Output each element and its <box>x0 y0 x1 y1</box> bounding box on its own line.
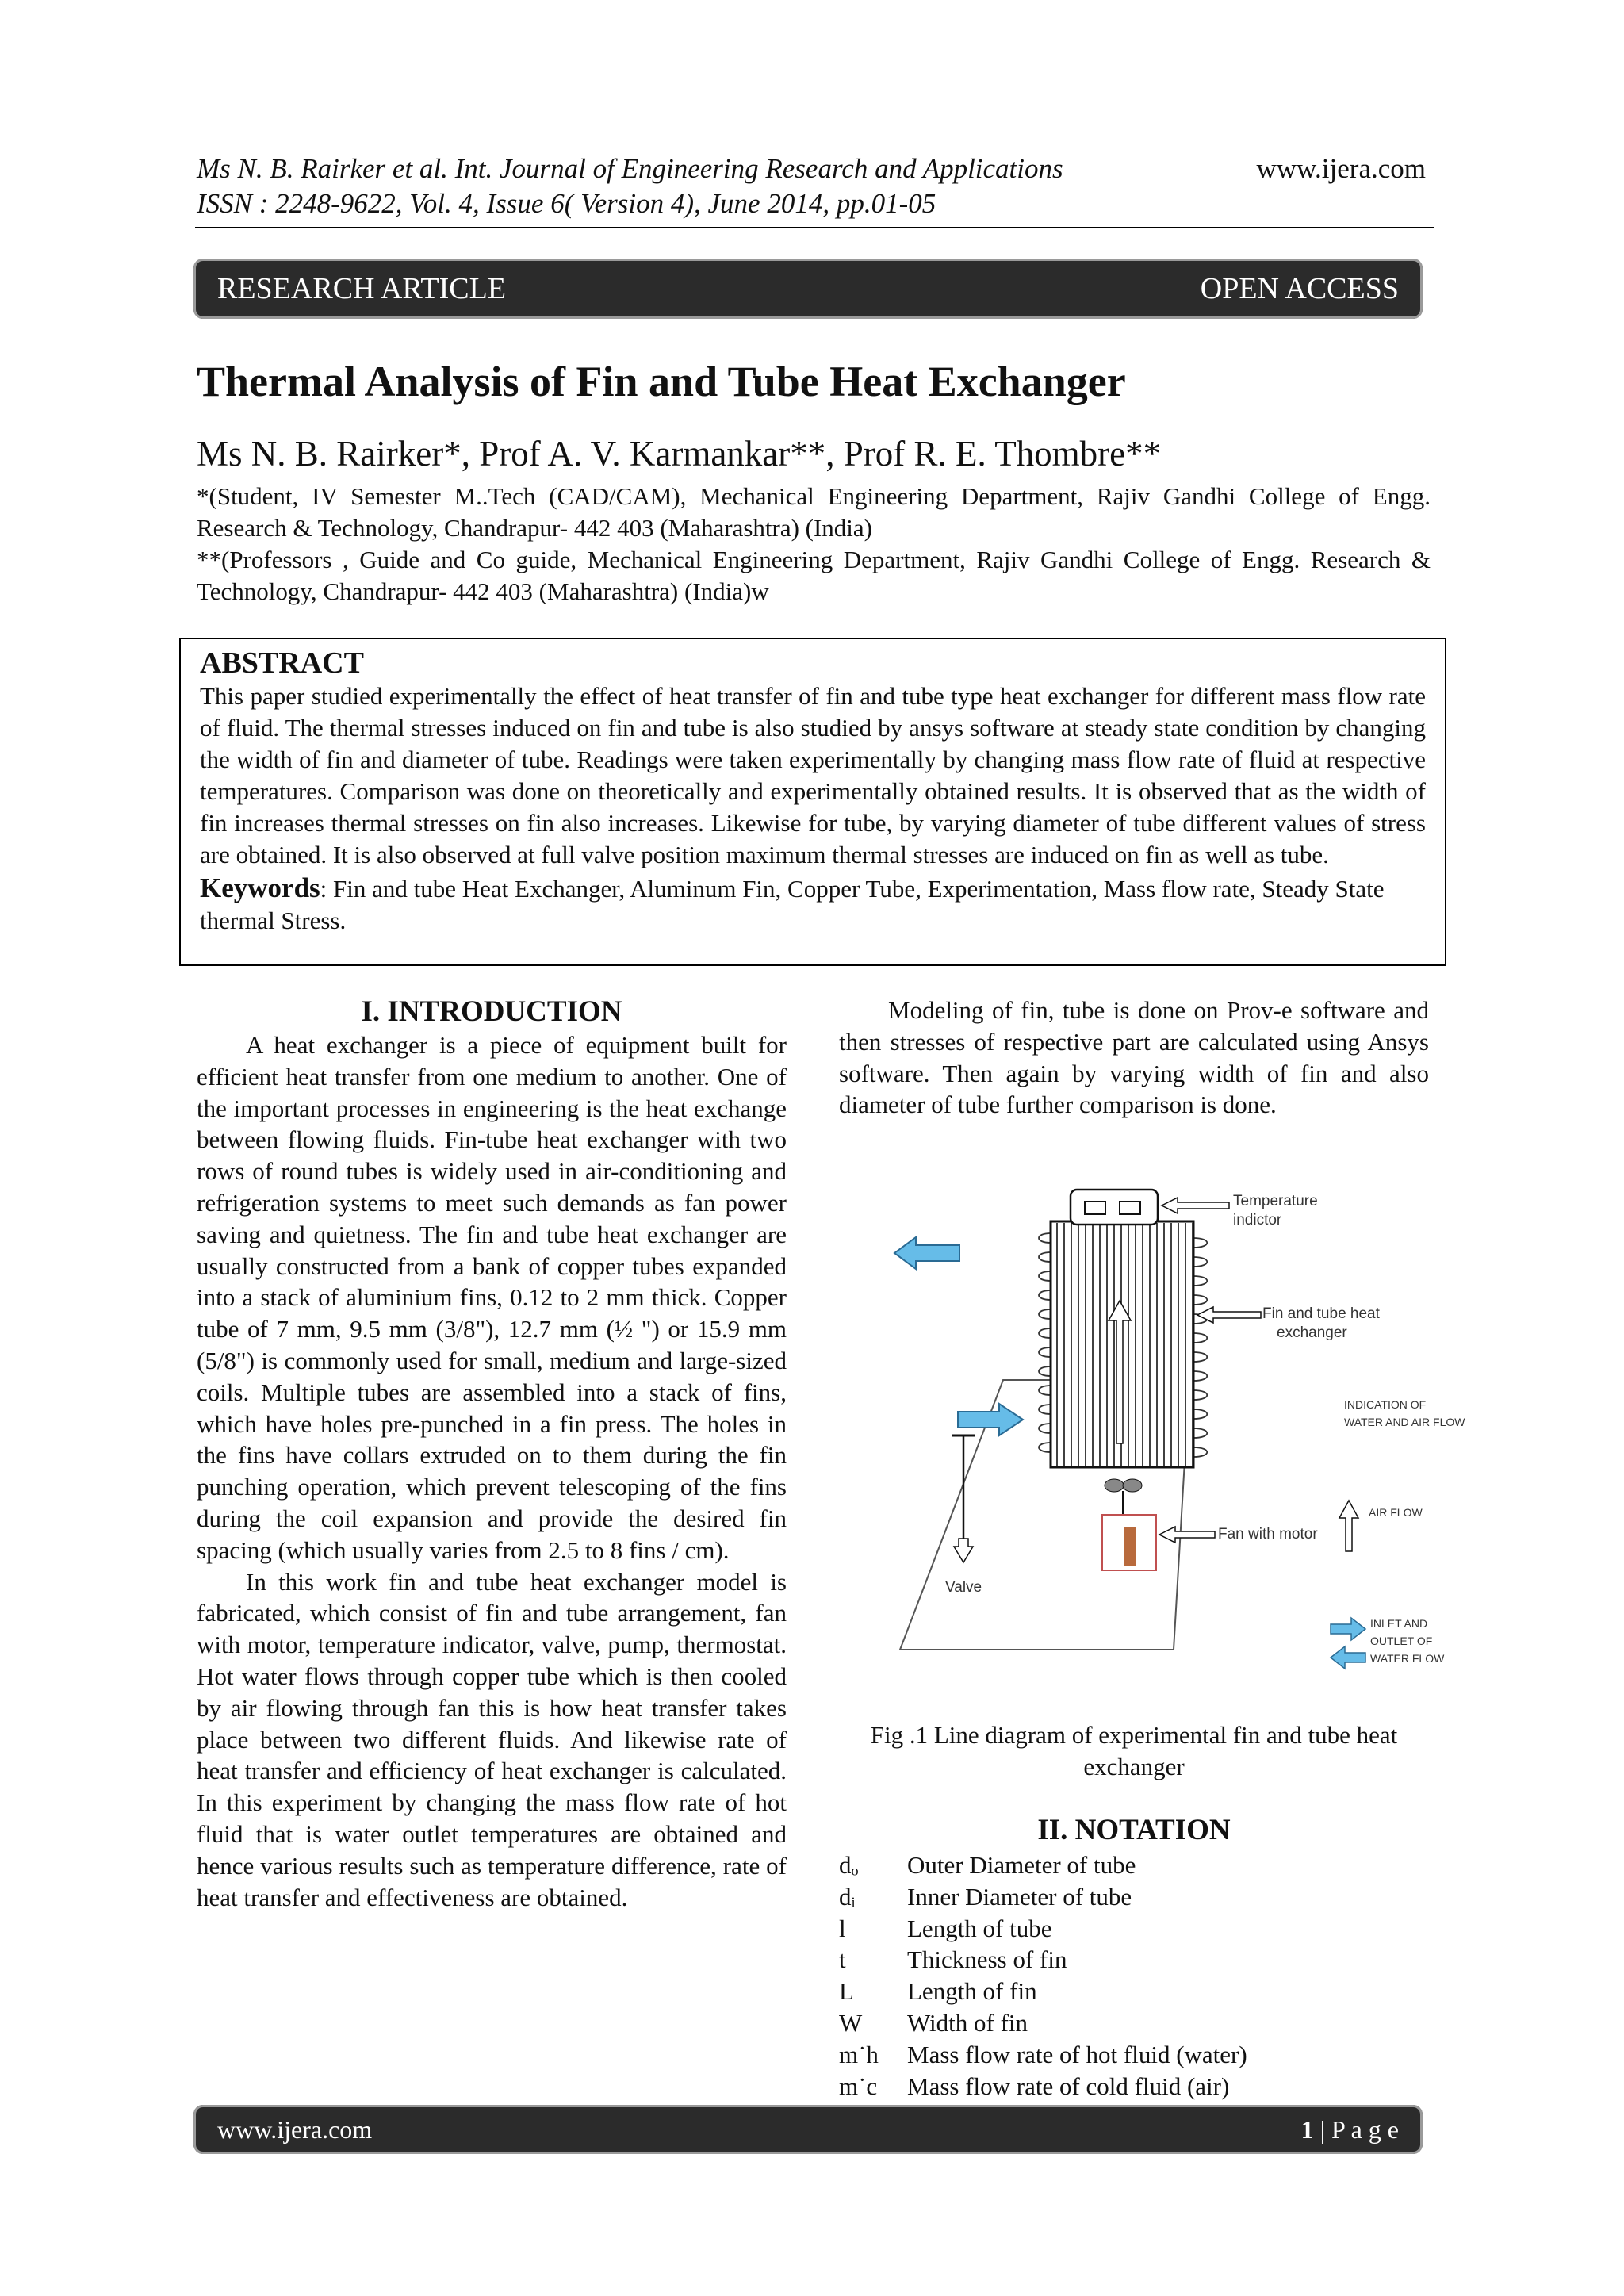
abstract-box <box>179 638 1446 966</box>
issn-line: ISSN : 2248-9622, Vol. 4, Issue 6( Version 4), June 2014, pp.01-05 <box>197 188 936 219</box>
right-column <box>839 995 1429 1121</box>
journal-citation-line: Ms N. B. Rairker et al. Int. Journal of Engineering Research and Applications <box>197 153 1063 184</box>
notation-heading: II. NOTATION <box>1037 1814 1231 1846</box>
notation-description: Mass flow rate of cold fluid (air) <box>907 2072 1230 2100</box>
label-indicator: indictor <box>1233 1212 1282 1228</box>
notation-row <box>839 1944 1429 1976</box>
notation-description: Outer Diameter of tube <box>907 1851 1136 1879</box>
header-rule <box>195 227 1434 228</box>
label-exchanger: exchanger <box>1277 1324 1347 1341</box>
fan-blade <box>1105 1479 1124 1492</box>
affiliation-professors: **(Professors , Guide and Co guide, Mechanical Engineering Department, Rajiv Gandhi College of Engg. Research & Technology, Chandrapur- 442 403 (Maharashtra) (India)w <box>197 546 1431 605</box>
introduction-heading: I. INTRODUCTION <box>361 995 622 1028</box>
legend-title-1: INDICATION OF <box>1344 1398 1427 1411</box>
notation-description: Thickness of fin <box>907 1945 1067 1974</box>
affiliation-student: *(Student, IV Semester M..Tech (CAD/CAM), Mechanical Engineering Department, Rajiv Gandhi College of Engg. Research & Technology, Chandrapur- 442 403 (Maharashtra) (India) <box>197 482 1431 542</box>
abstract-body: This paper studied experimentally the effect of heat transfer of fin and tube type heat exchanger for different mass flow rate of fluid. The thermal stresses induced on fin and tube is also studied by ansys software at steady state condition by changing the width of fin and diameter of tube. Readings were taken experimentally by changing mass flow rate of fluid at respective temperatures. Comparison was done on theoretically and experimentally obtained results. It is observed that as the width of fin increases thermal stresses on fin also increases. Likewise for tube, by varying diameter of tube different values of stress are obtained. It is also observed at full valve position maximum thermal stresses are induced on fin as well as tube. <box>200 682 1426 868</box>
legend-air-flow: AIR FLOW <box>1369 1506 1423 1519</box>
footer-url[interactable]: www.ijera.com <box>217 2114 373 2144</box>
notation-row <box>839 2071 1429 2102</box>
page-number <box>1301 2115 1399 2145</box>
notation-symbol: m˙c <box>839 2072 878 2100</box>
legend-water-arrow-right <box>1331 1618 1365 1640</box>
temperature-indicator <box>1071 1190 1158 1225</box>
intro-paragraph-3: Modeling of fin, tube is done on Prov-e software and then stresses of respective part are calculated using Ansys software. Then again by varying width of fin and also diameter of tube further comparison is done. <box>839 996 1429 1119</box>
notation-symbol: t <box>839 1945 846 1974</box>
notation-symbol: m˙h <box>839 2040 879 2068</box>
notation-row <box>839 2007 1429 2039</box>
fan-motor <box>1124 1527 1136 1566</box>
legend-water-2: OUTLET OF <box>1370 1635 1433 1647</box>
keywords-list: : Fin and tube Heat Exchanger, Aluminum Fin, Copper Tube, Experimentation, Mass flow rate, Steady State thermal Stress. <box>200 875 1385 934</box>
paper-title: Thermal Analysis of Fin and Tube Heat Exchanger <box>197 358 1126 405</box>
label-fan-with-motor: Fan with motor <box>1218 1526 1318 1543</box>
inlet-water-arrow <box>958 1404 1023 1435</box>
notation-symbol: L <box>839 1977 854 2006</box>
label-temperature: Temperature <box>1233 1193 1318 1209</box>
legend-air-arrow <box>1339 1501 1358 1551</box>
notation-row <box>839 1881 1429 1913</box>
footer-bar <box>193 2105 1423 2154</box>
notation-symbol: dₒ <box>839 1851 859 1879</box>
label-valve: Valve <box>945 1579 982 1596</box>
notation-description: Length of tube <box>907 1914 1052 1942</box>
notation-list <box>839 1849 1429 2102</box>
intro-paragraph-1: A heat exchanger is a piece of equipment built for efficient heat transfer from one medium to another. One of the important processes in engineering is the heat exchange between flowing fluids. Fin-tube heat exchanger with two rows of round tubes is widely used in air-conditioning and refrigeration systems to meet such demands as fan power saving and quietness. The fin and tube heat exchanger are usually constructed from a bank of copper tubes expanded into a stack of aluminium fins, 0.12 to 2 mm thick. Copper tube of 7 mm, 9.5 mm (3/8"), 12.7 mm (½ ") or 15.9 mm (5/8") is commonly used for small, medium and large-sized coils. Multiple tubes are assembled into a stack of fins, which have holes pre-punched in a fin press. The holes in the fins have collars extruded on to them during the fin punching operation, which prevent telescoping of the fins during the coil expansion and provide the desired fin spacing (which usually varies from 2.5 to 8 fins / cm). <box>197 1031 787 1564</box>
intro-paragraph-2: In this work fin and tube heat exchanger model is fabricated, which consist of fin and tube arrangement, fan with motor, temperature indicator, valve, pump, thermostat. Hot water flows through copper tube which is then cooled by air flowing through fan this is how heat transfer takes place between two different fluids. And likewise rate of heat transfer and efficiency of heat exchanger is calculated. In this experiment by changing the mass flow rate of hot fluid that is water outlet temperatures are obtained and hence various results such as temperature difference, rate of heat transfer and effectiveness are obtained. <box>197 1567 787 1911</box>
notation-symbol: dᵢ <box>839 1882 856 1911</box>
legend-water-arrow-left <box>1331 1646 1365 1669</box>
abstract-heading: ABSTRACT <box>200 646 364 680</box>
legend-water-3: WATER FLOW <box>1370 1652 1445 1665</box>
notation-symbol: l <box>839 1914 846 1942</box>
notation-row <box>839 2039 1429 2071</box>
notation-row <box>839 1849 1429 1881</box>
banner-research-article: RESEARCH ARTICLE <box>217 272 507 305</box>
keywords <box>200 872 1426 937</box>
article-type-banner <box>193 259 1423 319</box>
notation-description: Inner Diameter of tube <box>907 1882 1132 1911</box>
left-column <box>197 995 787 1913</box>
label-heat-exchanger: Fin and tube heat <box>1262 1305 1380 1322</box>
banner-open-access: OPEN ACCESS <box>1200 272 1399 305</box>
page-number-value: 1 <box>1300 2114 1314 2144</box>
experimental-setup-diagram <box>872 1174 1465 1713</box>
legend-title-2: WATER AND AIR FLOW <box>1344 1416 1465 1428</box>
keywords-label: Keywords <box>200 872 320 903</box>
notation-description: Width of fin <box>907 2008 1028 2037</box>
outlet-water-arrow <box>894 1237 959 1269</box>
notation-row <box>839 1913 1429 1945</box>
figure-caption: Fig .1 Line diagram of experimental fin and tube heat exchanger <box>870 1721 1398 1780</box>
notation-description: Length of fin <box>907 1977 1037 2006</box>
notation-symbol: W <box>839 2008 863 2037</box>
header-url[interactable]: www.ijera.com <box>1256 153 1426 184</box>
notation-row <box>839 1976 1429 2007</box>
page-number-suffix: | P a g e <box>1313 2114 1399 2144</box>
legend-water-1: INLET AND <box>1370 1617 1428 1630</box>
author-list: Ms N. B. Rairker*, Prof A. V. Karmankar**, Prof R. E. Thombre** <box>197 434 1162 473</box>
notation-description: Mass flow rate of hot fluid (water) <box>907 2040 1247 2068</box>
